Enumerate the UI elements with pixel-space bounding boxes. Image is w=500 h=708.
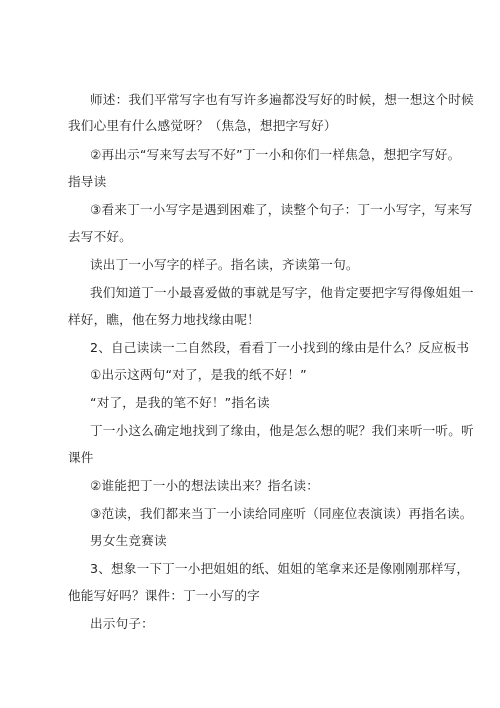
text-line-3: ②再出示“写来写去写不好”丁一小和你们一样焦急，想把字写好。 — [90, 147, 461, 162]
text-line-7: 读出丁一小写字的样子。指名读，齐读第一句。 — [90, 257, 359, 272]
text-line-11: ①出示这两句“对了，是我的纸不好！” — [90, 367, 307, 382]
text-line-9: 样好，瞧，他在努力地找缘由呢！ — [68, 312, 260, 327]
text-line-8: 我们知道丁一小最喜爱做的事就是写字，他肯定要把字写得像姐姐一 — [90, 285, 474, 300]
text-line-6: 去写不好。 — [68, 229, 132, 244]
text-line-1: 师述：我们平常写字也有写许多遍都没写好的时候，想一想这个时候 — [90, 92, 474, 107]
text-line-13: 丁一小这么确定地找到了缘由，他是怎么想的呢？我们来听一听。听 — [90, 423, 474, 438]
text-line-17: 男女生竞赛读 — [90, 533, 167, 548]
text-line-10: 2、自己读读一二自然段，看看丁一小找到的缘由是什么？反应板书 — [90, 340, 470, 355]
text-line-15: ②谁能把丁一小的想法读出来？指名读： — [90, 478, 319, 493]
text-line-4: 指导读 — [68, 174, 107, 189]
text-line-5: ③看来丁一小写字是遇到困难了，读整个句子：丁一小写字，写来写 — [90, 202, 473, 217]
text-line-19: 他能写好吗？课件：丁一小写的字 — [68, 588, 260, 603]
text-line-12: “对了，是我的笔不好！”指名读 — [90, 395, 270, 410]
text-line-2: 我们心里有什么感觉呀？（焦急，想把字写好） — [68, 118, 337, 133]
text-line-16: ③范读，我们都来当丁一小读给同座听（同座位表演读）再指名读。 — [90, 506, 473, 521]
text-line-20: 出示句子： — [90, 616, 154, 631]
text-line-14: 课件 — [68, 450, 94, 465]
text-line-18: 3、想象一下丁一小把姐姐的纸、姐姐的笔拿来还是像刚刚那样写， — [90, 561, 470, 576]
